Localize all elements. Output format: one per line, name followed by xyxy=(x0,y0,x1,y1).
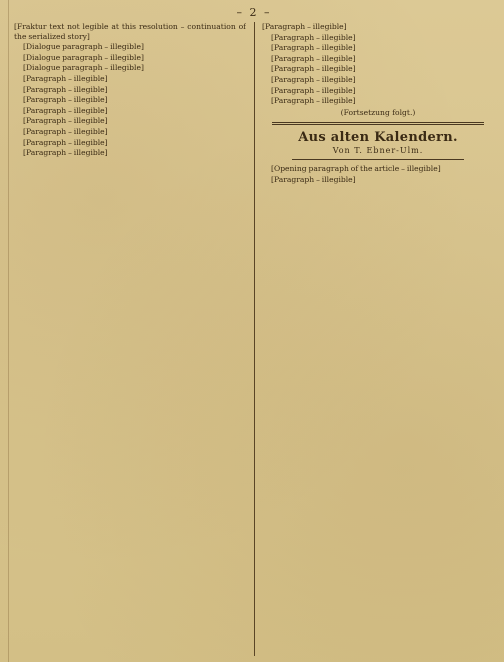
story-paragraph: [Paragraph – illegible] xyxy=(271,32,356,42)
article-paragraph: [Paragraph – illegible] xyxy=(271,174,356,184)
story-paragraph: [Paragraph – illegible] xyxy=(23,73,108,83)
continuation-note: (Fortsetzung folgt.) xyxy=(340,107,416,117)
story-paragraph: [Dialogue paragraph – illegible] xyxy=(23,63,144,73)
columns xyxy=(14,22,494,656)
story-paragraph: [Paragraph – illegible] xyxy=(271,74,356,84)
story-paragraph: [Paragraph – illegible] xyxy=(271,43,356,53)
byline-rule xyxy=(292,159,464,160)
story-paragraph: [Paragraph – illegible] xyxy=(23,116,108,126)
story-paragraph: [Paragraph – illegible] xyxy=(23,84,108,94)
story-paragraph: [Paragraph – illegible] xyxy=(23,148,108,158)
story-paragraph: [Paragraph – illegible] xyxy=(23,95,108,105)
story-paragraph: [Paragraph – illegible] xyxy=(262,22,347,31)
left-column xyxy=(14,22,246,656)
story-paragraph: [Dialogue paragraph – illegible] xyxy=(23,52,144,62)
story-paragraph: [Paragraph – illegible] xyxy=(271,96,356,106)
section-divider xyxy=(272,122,484,125)
story-paragraph: [Paragraph – illegible] xyxy=(271,85,356,95)
article-paragraph: [Opening paragraph of the article – illegible] xyxy=(271,164,441,174)
story-paragraph: [Fraktur text not legible at this resolution – continuation of the serialized story] xyxy=(14,22,246,41)
story-paragraph: [Paragraph – illegible] xyxy=(271,53,356,63)
story-paragraph: [Paragraph – illegible] xyxy=(23,126,108,136)
page-fold-left xyxy=(8,0,9,662)
page-number: – 2 – xyxy=(236,6,272,19)
story-paragraph: [Paragraph – illegible] xyxy=(23,105,108,115)
story-paragraph: [Dialogue paragraph – illegible] xyxy=(23,42,144,52)
story-paragraph: [Paragraph – illegible] xyxy=(23,137,108,147)
story-paragraph: [Paragraph – illegible] xyxy=(271,64,356,74)
section-title: Aus alten Kalendern. xyxy=(298,130,458,146)
right-column xyxy=(254,22,494,656)
section-byline: Von T. Ebner-Ulm. xyxy=(332,146,424,156)
